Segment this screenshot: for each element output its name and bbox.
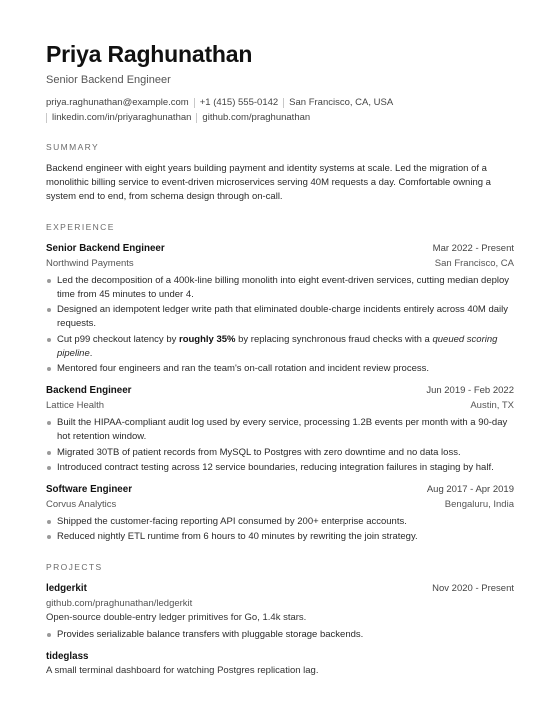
projects-section [46, 562, 514, 678]
job-header [46, 483, 514, 497]
bullet-italic: queued scoring pipeline [57, 333, 498, 359]
candidate-title: Senior Backend Engineer [46, 74, 171, 86]
job-location: San Francisco, CA [434, 258, 514, 269]
job-bullet: Led the decomposition of a 400k-line billing monolith into eight event-driven services, cutting median deploy time from 45 minutes to under 4. [46, 274, 514, 302]
job-header [46, 384, 514, 398]
job-header [46, 242, 514, 256]
contact-info [46, 96, 514, 124]
job-bullet: Migrated 30TB of patient records from MySQL to Postgres with zero downtime and no data loss. [46, 446, 514, 460]
resume-header [46, 40, 514, 124]
section-heading-experience: EXPERIENCE [46, 222, 115, 232]
job-company: Lattice Health [46, 400, 105, 412]
job-role: Software Engineer [46, 483, 133, 495]
contact-phone[interactable]: +1 (415) 555-0142 [199, 97, 279, 108]
job-location: Austin, TX [470, 400, 514, 412]
summary-section [46, 142, 514, 204]
job-bullet: Reduced nightly ETL runtime from 6 hours to 40 minutes by rewriting the join strategy. [46, 530, 514, 544]
job-bullets [46, 515, 514, 544]
job-bullets [46, 274, 514, 376]
job-bullet [46, 333, 514, 361]
contact-divider [196, 113, 197, 123]
job-role: Senior Backend Engineer [46, 243, 165, 254]
job-location: Bengaluru, India [444, 498, 514, 510]
contact-linkedin[interactable]: linkedin.com/in/priyaraghunathan [52, 112, 192, 123]
experience-entry [46, 242, 514, 376]
contact-divider [194, 98, 195, 108]
experience-entry [46, 384, 514, 475]
bullet-emphasis: roughly 35% [179, 333, 236, 345]
project-description: A small terminal dashboard for watching Postgres replication lag. [46, 665, 319, 677]
candidate-name: Priya Raghunathan [46, 41, 253, 67]
bullet-text: by replacing synchronous fraud checks with a [235, 333, 433, 345]
contact-github[interactable]: github.com/praghunathan [202, 112, 311, 123]
bullet-text: Cut p99 checkout latency by [57, 333, 179, 345]
resume [46, 40, 514, 678]
contact-divider [46, 113, 47, 123]
job-bullet: Shipped the customer-facing reporting API consumed by 200+ enterprise accounts. [46, 515, 514, 529]
contact-row-1 [46, 96, 514, 109]
contact-divider [283, 98, 284, 108]
project-entry [46, 650, 514, 678]
project-dates: Nov 2020 - Present [432, 583, 514, 595]
job-bullet: Built the HIPAA-compliant audit log used by every service, processing 1.2B events per month with a 90-day hot retention window. [46, 416, 514, 444]
project-name: tideglass [46, 651, 89, 663]
job-bullet: Introduced contract testing across 12 service boundaries, reducing integration failures in staging by half. [46, 461, 514, 475]
project-entry [46, 582, 514, 642]
job-bullets [46, 416, 514, 475]
job-bullet: Designed an idempotent ledger write path that eliminated double-charge incidents entirely across 40M daily requests. [46, 303, 514, 331]
summary-text: Backend engineer with eight years building payment and identity systems at scale. Led the migration of a monolithic billing service to event-driven microservices serving 40M requests a day. Comfortable owning a system end to end, from schema design through on-call. [46, 163, 491, 202]
job-dates: Jun 2019 - Feb 2022 [426, 385, 514, 397]
job-company: Northwind Payments [46, 258, 134, 269]
project-description: Open-source double-entry ledger primitives for Go, 1.4k stars. [46, 612, 307, 624]
project-link[interactable]: github.com/praghunathan/ledgerkit [46, 598, 193, 610]
project-bullets [46, 628, 514, 642]
job-company: Corvus Analytics [46, 498, 117, 510]
job-role: Backend Engineer [46, 385, 132, 397]
contact-email[interactable]: priya.raghunathan@example.com [46, 97, 189, 108]
job-subheader [46, 399, 514, 413]
experience-entry [46, 483, 514, 544]
project-header [46, 582, 514, 596]
job-subheader [46, 498, 514, 512]
contact-row-2 [46, 111, 514, 124]
bullet-text: . [89, 347, 93, 359]
job-dates: Aug 2017 - Apr 2019 [426, 483, 514, 495]
project-name: ledgerkit [46, 583, 87, 595]
section-heading-summary: SUMMARY [46, 142, 100, 152]
job-subheader [46, 257, 514, 271]
contact-location: San Francisco, CA, USA [289, 97, 394, 108]
experience-section [46, 222, 514, 544]
job-dates: Mar 2022 - Present [432, 243, 514, 254]
job-bullet: Mentored four engineers and ran the team's on-call rotation and incident review process. [46, 362, 514, 376]
section-heading-projects: PROJECTS [46, 562, 103, 573]
project-bullet: Provides serializable balance transfers with pluggable storage backends. [46, 628, 514, 642]
